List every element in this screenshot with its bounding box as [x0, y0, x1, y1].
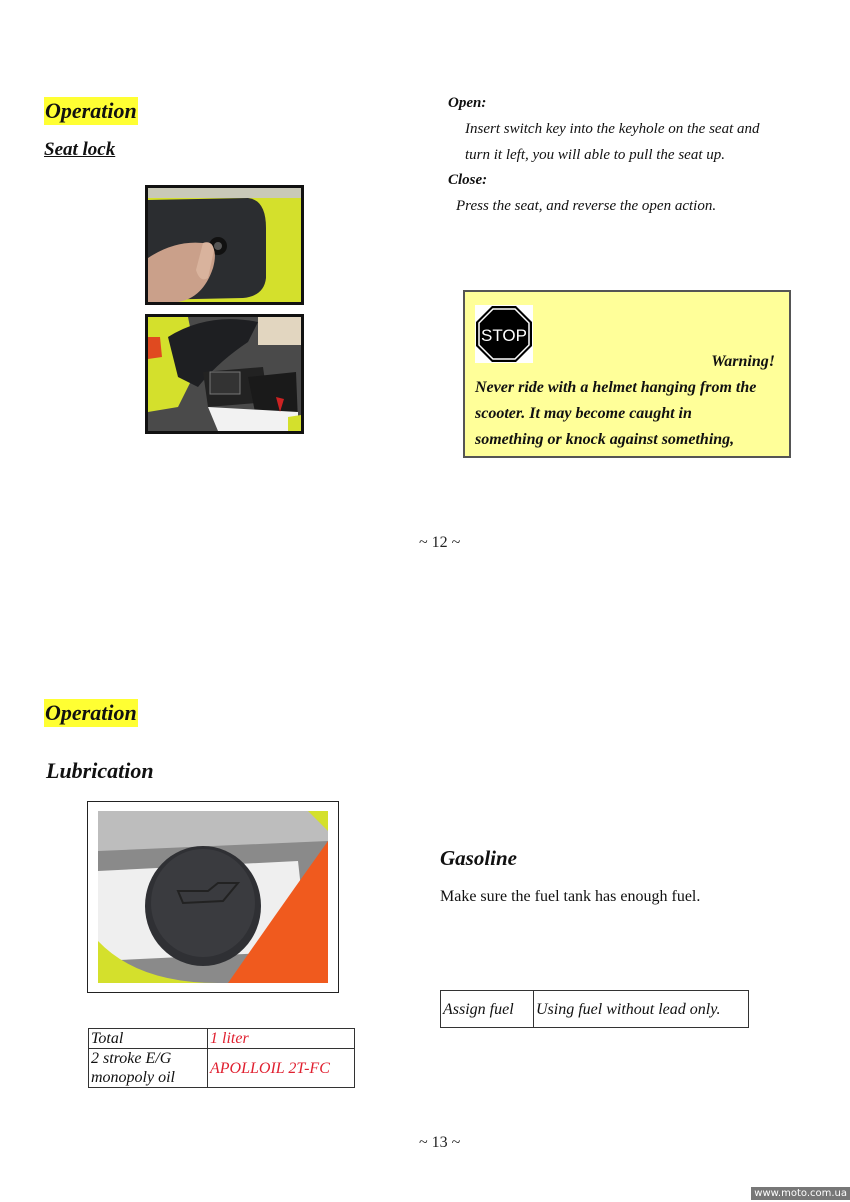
- section-heading-operation: Operation: [45, 98, 137, 123]
- table-row: [89, 1049, 355, 1088]
- oil-cap-photo: [87, 801, 339, 993]
- stop-sign-text: STOP: [481, 326, 527, 345]
- section-heading-operation-2: Operation: [45, 700, 137, 725]
- sub-heading-seat-lock: Seat lock: [44, 139, 116, 160]
- oil-total-value: 1 liter: [208, 1029, 355, 1049]
- warning-line-1: Never ride with a helmet hanging from the: [475, 379, 757, 396]
- oil-total-label: Total: [89, 1029, 208, 1049]
- warning-line-2: scooter. It may become caught in: [475, 405, 692, 422]
- close-instruction: Press the seat, and reverse the open action.: [456, 198, 717, 214]
- fuel-label: Assign fuel: [441, 991, 534, 1028]
- oil-type-label-line-1: 2 stroke E/G: [91, 1050, 172, 1067]
- watermark: www.moto.com.ua: [751, 1187, 850, 1200]
- open-seat-photo: [145, 314, 304, 434]
- warning-line-3: something or knock against something,: [475, 431, 735, 448]
- oil-type-label: [89, 1049, 208, 1088]
- fuel-value: Using fuel without lead only.: [534, 991, 749, 1028]
- seat-keyhole-photo: [145, 185, 304, 305]
- gasoline-text: Make sure the fuel tank has enough fuel.: [440, 888, 701, 905]
- stop-sign-icon: [475, 305, 533, 363]
- table-row: [441, 991, 749, 1028]
- open-instruction-line-1: Insert switch key into the keyhole on the seat and: [465, 121, 760, 137]
- oil-type-label-line-2: monopoly oil: [91, 1069, 175, 1086]
- sub-heading-lubrication: Lubrication: [46, 758, 154, 783]
- table-row: [89, 1029, 355, 1049]
- fuel-spec-table: [440, 990, 749, 1028]
- open-instruction-line-2: turn it left, you will able to pull the seat up.: [465, 147, 725, 163]
- page-number-13: ~ 13 ~: [419, 1134, 461, 1151]
- gasoline-heading: Gasoline: [440, 846, 518, 870]
- close-label: Close:: [448, 172, 488, 188]
- open-label: Open:: [448, 95, 487, 111]
- oil-type-value: APOLLOIL 2T-FC: [208, 1049, 355, 1088]
- page-number-12: ~ 12 ~: [419, 534, 461, 551]
- warning-box: [463, 290, 791, 458]
- oil-spec-table: [88, 1028, 355, 1088]
- warning-title: Warning!: [711, 353, 775, 370]
